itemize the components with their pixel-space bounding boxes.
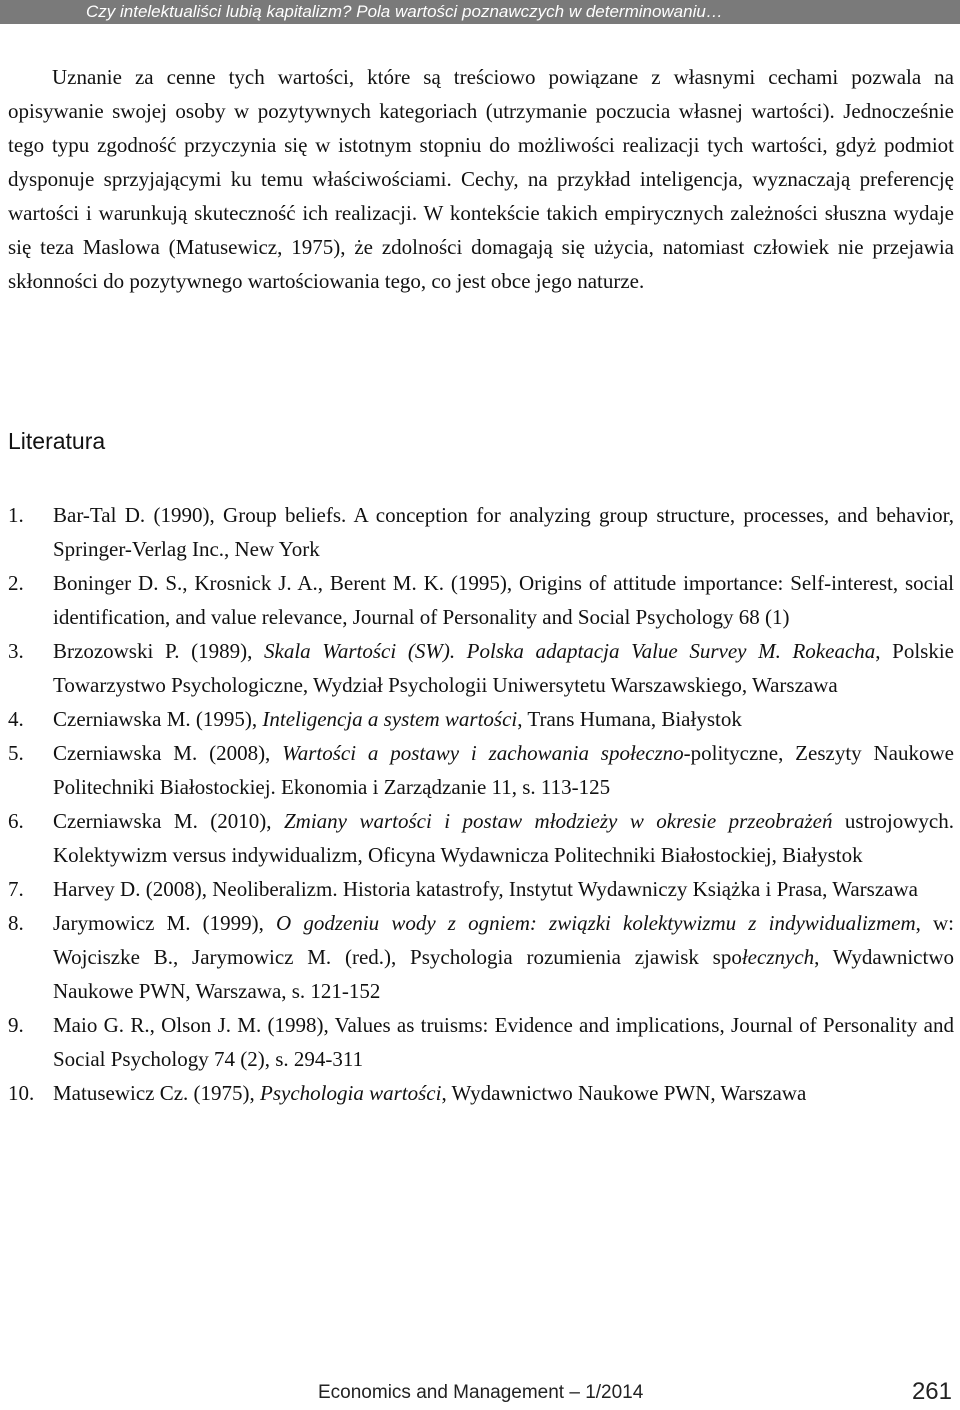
body-paragraph: Uznanie za cenne tych wartości, które są treściowo powiązane z własnymi cechami pozwala na opisywanie swojej osoby w pozytywnych kategoriach (utrzymanie poczucia własnej wartości). Jednocześnie tego typu zgodność przyczynia się w istotnym stopniu do możliwości realizacji tych wartości, gdyż podmiot dysponuje sprzyjającymi ku temu właściwościami. Cechy, na przykład inteligencja, wyznaczają preferencję wartości i warunkują skuteczność ich realizacji. W kontekście takich empirycznych zależności słuszna wydaje się teza Maslowa (Matusewicz, 1975), że zdolności domagają się użycia, natomiast człowiek nie przejawia skłonności do pozytywnego wartościowania tego, co jest obce jego naturze. <box>8 65 954 293</box>
reference-italic-segment: Zmiany wartości i postaw młodzieży w okresie przeobrażeń <box>284 809 833 833</box>
reference-item <box>8 736 954 804</box>
reference-item <box>8 1076 954 1110</box>
reference-item <box>8 906 954 1008</box>
reference-italic-segment: Wartości a postawy i zachowania społeczno <box>282 741 684 765</box>
reference-text <box>53 741 954 799</box>
reference-segment: , Wydawnictwo Naukowe PWN, Warszawa, s. 121-152 <box>53 945 954 1003</box>
reference-segment: Boninger D. S., Krosnick J. A., Berent M. K. (1995), Origins of attitude importance: Self-interest, social identification, and value relevance, Journal of Personality and Social Psychology 68 (1) <box>53 571 954 629</box>
reference-italic-segment: łecznych <box>741 945 815 969</box>
reference-segment: , w: Wojciszke B., Jarymowicz M. (red.), Psychologia rozumienia zjawisk spo <box>53 911 954 969</box>
reference-segment: Bar-Tal D. (1990), Group beliefs. A conception for analyzing group structure, processes, and behavior, Springer-Verlag Inc., New York <box>53 503 954 561</box>
reference-text <box>53 707 742 731</box>
reference-list <box>8 498 954 1110</box>
reference-text <box>53 503 954 561</box>
reference-segment: Matusewicz Cz. (1975), <box>53 1081 261 1105</box>
reference-italic-segment: Inteligencja a system wartości <box>262 707 518 731</box>
reference-segment: Jarymowicz M. (1999), <box>53 911 277 935</box>
page-number: 261 <box>911 1378 952 1405</box>
reference-segment: , Trans Humana, Białystok <box>517 707 742 731</box>
reference-text <box>53 809 954 867</box>
reference-segment: Czerniawska M. (2010), <box>53 809 284 833</box>
reference-item <box>8 702 954 736</box>
section-heading-literatura: Literatura <box>8 428 106 454</box>
reference-text <box>53 571 954 629</box>
running-head: Czy intelektualiści lubią kapitalizm? Pola wartości poznawczych w determinowaniu… <box>0 0 960 24</box>
reference-segment: Harvey D. (2008), Neoliberalizm. Historia katastrofy, Instytut Wydawniczy Książka i Prasa, Warszawa <box>53 877 918 901</box>
reference-number: 4. <box>8 707 24 731</box>
reference-number: 3. <box>8 639 24 663</box>
reference-segment: -polityczne, Zeszyty Naukowe Politechniki Białostockiej. Ekonomia i Zarządzanie 11, s. 113-125 <box>53 741 954 799</box>
reference-number: 2. <box>8 571 24 595</box>
reference-item <box>8 1008 954 1076</box>
reference-segment: , Polskie Towarzystwo Psychologiczne, Wydział Psychologii Uniwersytetu Warszawskiego, Warszawa <box>53 639 954 697</box>
reference-italic-segment: Skala Wartości (SW). Polska adaptacja Value Survey M. Rokeacha <box>264 639 876 663</box>
reference-number: 1. <box>8 503 24 527</box>
page-footer <box>0 1378 960 1410</box>
reference-segment: Maio G. R., Olson J. M. (1998), Values as truisms: Evidence and implications, Journal of Personality and Social Psychology 74 (2), s. 294-311 <box>53 1013 954 1071</box>
reference-item <box>8 498 954 566</box>
reference-text <box>53 877 918 901</box>
reference-number: 8. <box>8 911 24 935</box>
reference-segment: Czerniawska M. (1995), <box>53 707 263 731</box>
reference-number: 10. <box>8 1081 35 1105</box>
reference-item <box>8 566 954 634</box>
reference-number: 9. <box>8 1013 24 1037</box>
reference-text <box>53 1013 954 1071</box>
reference-number: 7. <box>8 877 24 901</box>
reference-text <box>53 639 954 697</box>
reference-text <box>53 1081 806 1105</box>
reference-item <box>8 804 954 872</box>
reference-text <box>53 911 954 1003</box>
reference-item <box>8 634 954 702</box>
reference-italic-segment: O godzeniu wody z ogniem: związki kolektywizmu z indywidualizmem <box>276 911 916 935</box>
reference-italic-segment: Psychologia wartości <box>260 1081 442 1105</box>
reference-segment: , Wydawnictwo Naukowe PWN, Warszawa <box>441 1081 807 1105</box>
reference-item <box>8 872 954 906</box>
reference-segment: Czerniawska M. (2008), <box>53 741 283 765</box>
reference-segment: ustrojowych. Kolektywizm versus indywidualizm, Oficyna Wydawnicza Politechniki Białostockiej, Białystok <box>53 809 954 867</box>
reference-segment: Brzozowski P. (1989), <box>53 639 265 663</box>
reference-number: 5. <box>8 741 24 765</box>
reference-number: 6. <box>8 809 24 833</box>
footer-journal-title: Economics and Management – 1/2014 <box>318 1382 644 1403</box>
